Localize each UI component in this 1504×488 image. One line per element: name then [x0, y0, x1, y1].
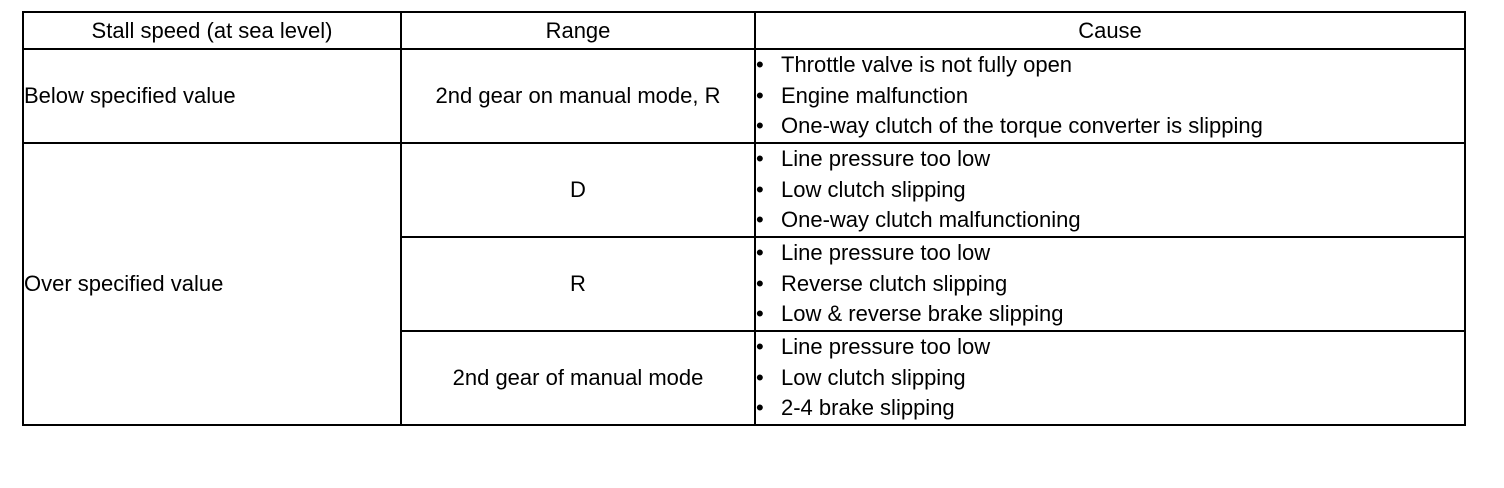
cause-cell [755, 331, 1465, 425]
stall-speed-cell: Below specified value [23, 49, 401, 143]
cause-item: • One-way clutch of the torque converter is slipping [756, 111, 1464, 142]
cause-list [756, 50, 1464, 142]
cause-item: • Low & reverse brake slipping [756, 299, 1464, 330]
header-stall-speed: Stall speed (at sea level) [23, 12, 401, 49]
header-cause: Cause [755, 12, 1465, 49]
table-row [23, 143, 1465, 237]
range-cell: R [401, 237, 755, 331]
cause-item: • Throttle valve is not fully open [756, 50, 1464, 81]
cause-item: • Line pressure too low [756, 144, 1464, 175]
cause-list [756, 144, 1464, 236]
cause-item: • Engine malfunction [756, 81, 1464, 112]
cause-cell [755, 237, 1465, 331]
cause-item: • One-way clutch malfunctioning [756, 205, 1464, 236]
table-row [23, 49, 1465, 143]
cause-cell [755, 143, 1465, 237]
cause-item: • Low clutch slipping [756, 175, 1464, 206]
cause-item: • Line pressure too low [756, 238, 1464, 269]
range-cell: D [401, 143, 755, 237]
cause-item: • Reverse clutch slipping [756, 269, 1464, 300]
cause-list [756, 238, 1464, 330]
cause-item: • 2-4 brake slipping [756, 393, 1464, 424]
stall-speed-cell: Over specified value [23, 143, 401, 425]
cause-list [756, 332, 1464, 424]
range-cell: 2nd gear on manual mode, R [401, 49, 755, 143]
header-range: Range [401, 12, 755, 49]
table-header-row [23, 12, 1465, 49]
cause-item: • Line pressure too low [756, 332, 1464, 363]
cause-item: • Low clutch slipping [756, 363, 1464, 394]
range-cell: 2nd gear of manual mode [401, 331, 755, 425]
cause-cell [755, 49, 1465, 143]
stall-speed-table [22, 11, 1466, 426]
